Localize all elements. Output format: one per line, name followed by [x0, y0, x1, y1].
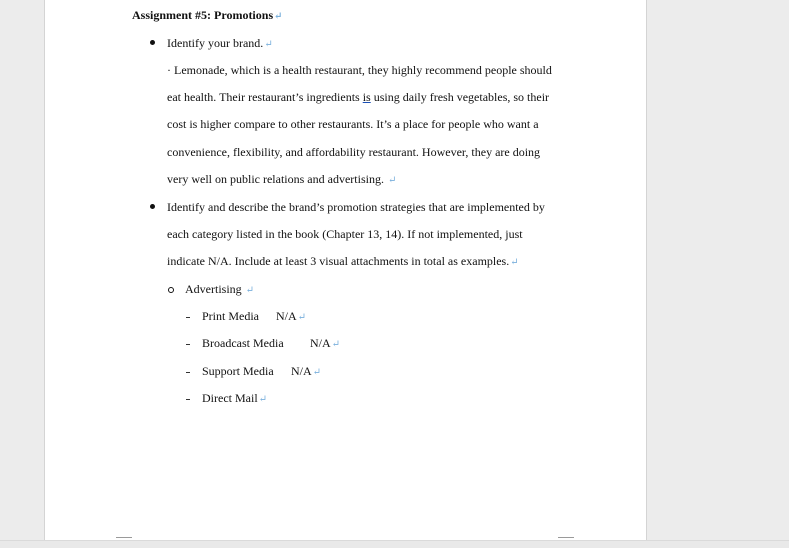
sub-bullet-icon [168, 287, 174, 293]
list-item: Support Media [202, 364, 274, 378]
left-margin-mark [116, 537, 132, 538]
paragraph-mark-icon: ↵ [258, 394, 268, 405]
brand-paragraph-line-5: very well on public relations and advertising. ↵ [167, 172, 397, 186]
list-item: Print Media [202, 309, 259, 323]
list-item: Broadcast Media [202, 336, 284, 350]
brand-paragraph-line-1: · Lemonade, which is a health restaurant, they highly recommend people should [167, 63, 552, 77]
bullet-promotion-line-1: Identify and describe the brand’s promotion strategies that are implemented by [167, 200, 545, 214]
paragraph-mark-icon: ↵ [245, 285, 255, 296]
paragraph-mark-icon: ↵ [274, 11, 283, 22]
right-margin-mark [558, 537, 574, 538]
paragraph-mark-icon: ↵ [312, 367, 322, 378]
list-item: Direct Mail↵ [202, 391, 268, 405]
brand-paragraph-line-2: eat health. Their restaurant’s ingredients is using daily fresh vegetables, so their [167, 90, 550, 104]
dash-bullet-icon [186, 344, 190, 345]
bullet-promotion-line-3: indicate N/A. Include at least 3 visual attachments in total as examples.↵ [167, 254, 519, 268]
brand-paragraph-line-3: cost is higher compare to other restaurants. It’s a place for people who want a [167, 117, 539, 131]
list-item-value: N/A↵ [291, 364, 322, 378]
bullet-promotion-line-2: each category listed in the book (Chapter 13, 14). If not implemented, just [167, 227, 523, 241]
dash-bullet-icon [186, 399, 190, 400]
paragraph-mark-icon: ↵ [387, 175, 397, 186]
bullet-identify-brand: Identify your brand.↵ [167, 36, 273, 50]
document-page [44, 0, 647, 540]
advertising-label: Advertising ↵ [185, 282, 255, 296]
list-item-value: N/A↵ [276, 309, 307, 323]
assignment-heading: Assignment #5: Promotions↵ [132, 8, 283, 22]
dash-bullet-icon [186, 372, 190, 373]
brand-paragraph-line-4: convenience, flexibility, and affordability restaurant. However, they are doing [167, 145, 541, 159]
dash-bullet-icon [186, 317, 190, 318]
paragraph-mark-icon: ↵ [510, 257, 519, 268]
grammar-flag-word[interactable]: is [362, 90, 371, 104]
paragraph-mark-icon: ↵ [297, 312, 307, 323]
paragraph-mark-icon: ↵ [264, 39, 273, 50]
list-item-value: N/A↵ [310, 336, 341, 350]
bullet-icon [150, 204, 155, 209]
bullet-icon [150, 40, 155, 45]
paragraph-mark-icon: ↵ [331, 339, 341, 350]
